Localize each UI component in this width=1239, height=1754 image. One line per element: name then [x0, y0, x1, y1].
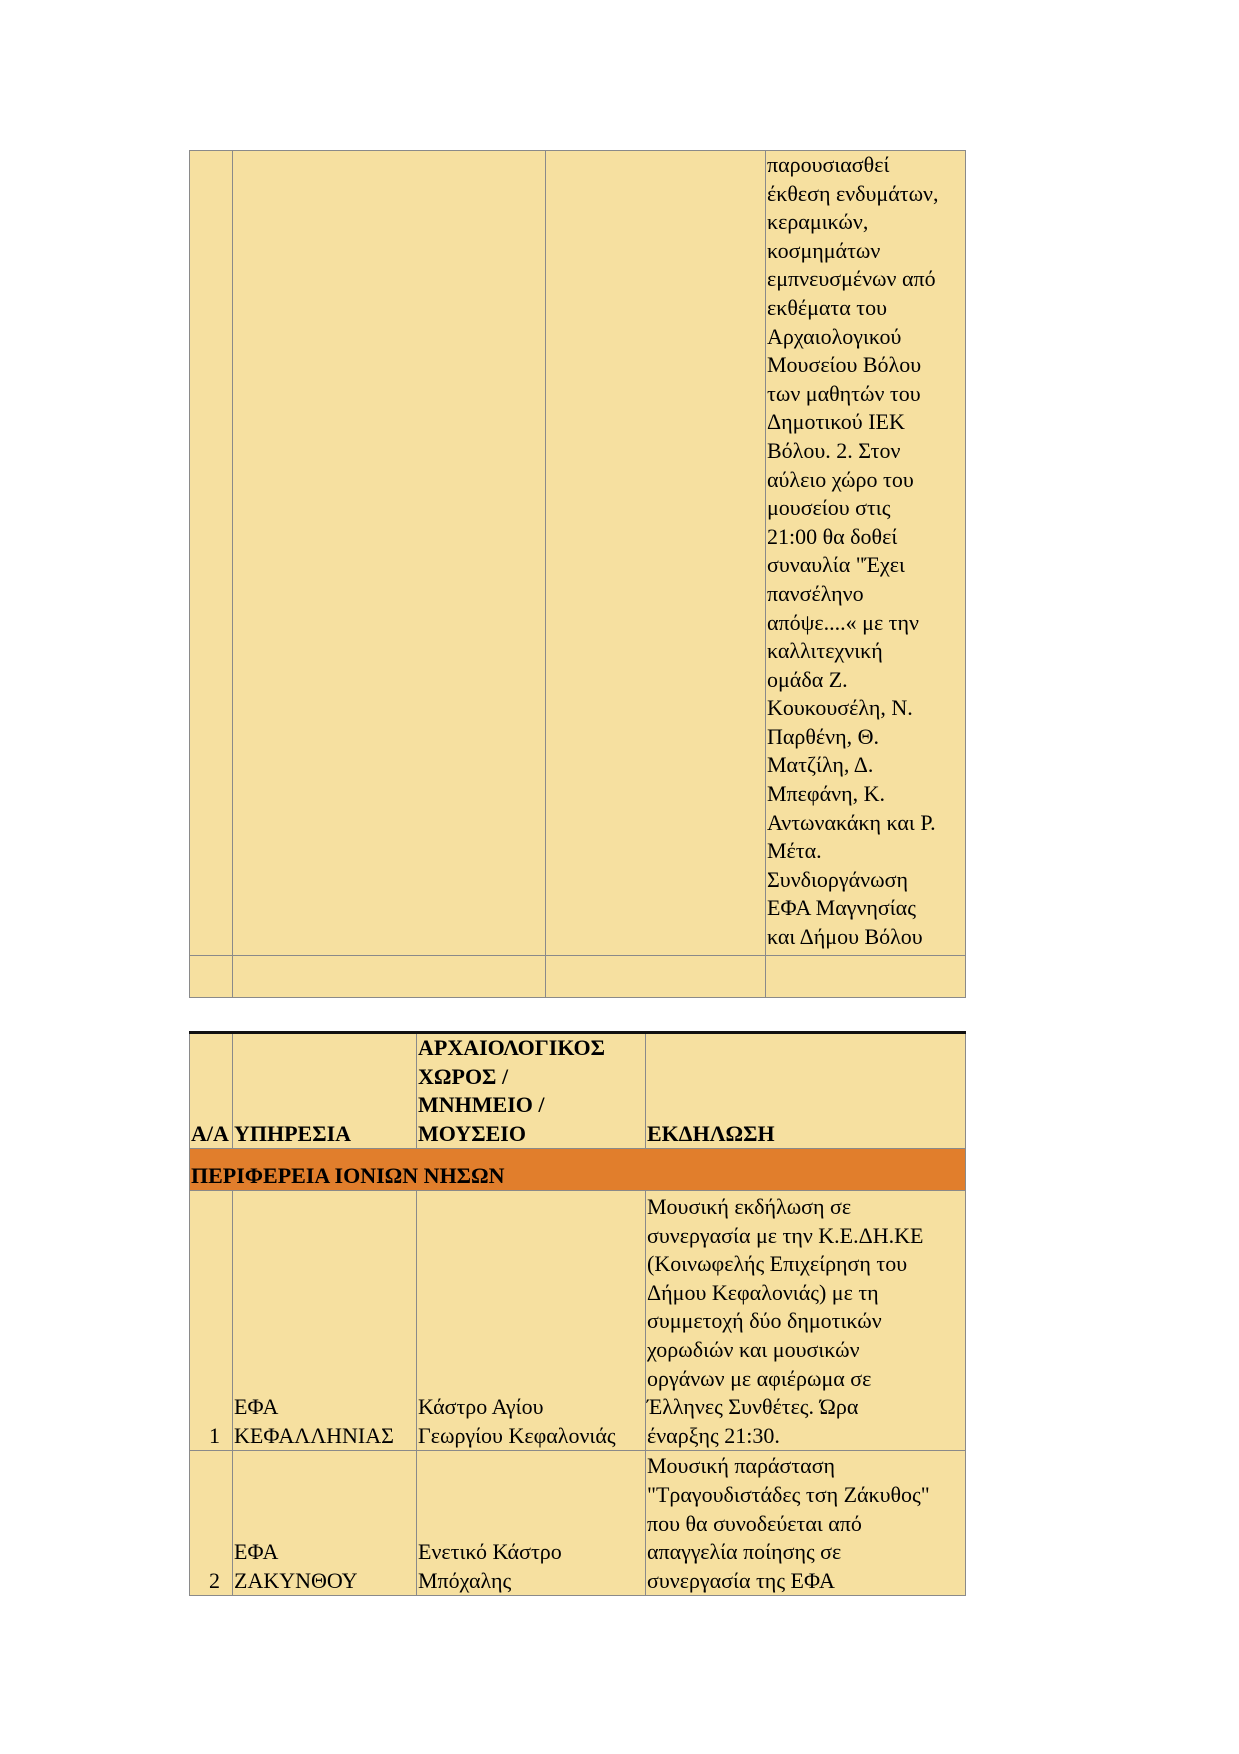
- events-table-continued: [189, 150, 966, 998]
- events-table: [189, 1031, 966, 1596]
- row-number: 1: [190, 1191, 233, 1451]
- event-description-cell: παρουσιασθεί έκθεση ενδυμάτων, κεραμικών, κοσμημάτων εμπνευσμένων από εκθέματα του Αρχαιολογικού Μουσείου Βόλου των μαθητών του Δημοτικού ΙΕΚ Βόλου. 2. Στον αύλειο χώρο του μουσείου στις 21:00 θα δοθεί συναυλία "Έχει πανσέληνο απόψε....« με την καλλιτεχνική ομάδα Ζ. Κουκουσέλη, Ν. Παρθένη, Θ. Ματζίλη, Δ. Μπεφάνη, Κ. Αντωνακάκη και Ρ. Μέτα. Συνδιοργάνωση ΕΦΑ Μαγνησίας και Δήμου Βόλου: [766, 151, 966, 956]
- table-row: [190, 1191, 966, 1451]
- service-cell: [233, 151, 546, 956]
- service-cell: ΕΦΑ ΚΕΦΑΛΛΗΝΙΑΣ: [233, 1191, 417, 1451]
- event-cell: Μουσική παράσταση "Τραγουδιστάδες τση Ζάκυθος" που θα συνοδεύεται από απαγγελία ποίησης σε συνεργασία της ΕΦΑ: [646, 1451, 966, 1596]
- region-title: ΠΕΡΙΦΕΡΕΙΑ ΙΟΝΙΩΝ ΝΗΣΩΝ: [190, 1149, 966, 1191]
- site-cell: Κάστρο Αγίου Γεωργίου Κεφαλονιάς: [417, 1191, 646, 1451]
- header-site: ΑΡΧΑΙΟΛΟΓΙΚΟΣ ΧΩΡΟΣ / ΜΝΗΜΕΙΟ / ΜΟΥΣΕΙΟ: [417, 1033, 646, 1149]
- table-header-row: [190, 1033, 966, 1149]
- empty-cell: [766, 956, 966, 998]
- empty-cell: [190, 956, 233, 998]
- table-row: [190, 1451, 966, 1596]
- header-event: ΕΚΔΗΛΩΣΗ: [646, 1033, 966, 1149]
- service-cell: ΕΦΑ ΖΑΚΥΝΘΟΥ: [233, 1451, 417, 1596]
- site-cell: Ενετικό Κάστρο Μπόχαλης: [417, 1451, 646, 1596]
- region-row: [190, 1149, 966, 1191]
- empty-cell: [546, 956, 766, 998]
- row-number: 2: [190, 1451, 233, 1596]
- table-row-empty: [190, 956, 966, 998]
- empty-cell: [233, 956, 546, 998]
- site-cell: [546, 151, 766, 956]
- header-service: ΥΠΗΡΕΣΙΑ: [233, 1033, 417, 1149]
- row-number-cell: [190, 151, 233, 956]
- table-row: [190, 151, 966, 956]
- header-number: Α/Α: [190, 1033, 233, 1149]
- event-cell: Μουσική εκδήλωση σε συνεργασία με την Κ.Ε.ΔΗ.ΚΕ (Κοινωφελής Επιχείρηση του Δήμου Κεφαλονιάς) με τη συμμετοχή δύο δημοτικών χορωδιών και μουσικών οργάνων με αφιέρωμα σε Έλληνες Συνθέτες. Ώρα έναρξης 21:30.: [646, 1191, 966, 1451]
